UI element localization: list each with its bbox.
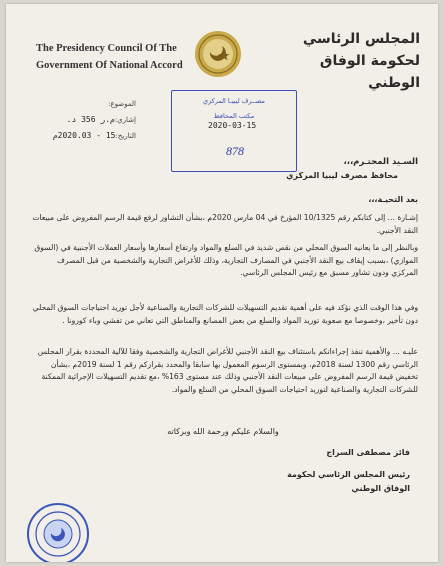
stamp-office: مكتب المحافظ [213, 112, 255, 120]
paragraph-market: وبالنظر إلى ما يعانيه السوق المحلي من نقص شديد في السلع والمواد وارتفاع أسعارها وأسعار العملات الأجنبية في (السوق الموازي) ،بسبب إيقاف بيع النقد الأجنبي في المصارف التجارية، وذلك للأغراض التجارية والشخصية من قبل المصرف المركزي ودون تشاور مسبق مع رئيس المجلس الرئاسي. [34, 243, 418, 278]
stamp-date: 2020-03-15 [208, 121, 257, 130]
paragraph-decision: عليـه ... والأهمية تنفذ إجراءاتكم باستئناف بيع النقد الأجنبي للأغراض التجارية والشخصية وفقا للآلية المحددة بقرار المجلس الرئاسي رقم 1300 لسنة 2018م، وبمستوى الرسوم المعمول بها سابقا والمحدد بقراركم رقم 1 لسنة 2019م ،بشأن تخفيض قيمة الرسم المفروض على مبيعات النقد الأجنبي وذلك عند مستوى 163% ،مع تقديم التسهيلات الإجرائية الممكنة للشركات التجارية والصناعية لتوريد احتياجات السوق المحلي من السلع والمواد. [37, 347, 418, 394]
recipient: محافظ مصرف ليبيا المركزي [286, 171, 398, 180]
subject-label: الموضوع: [108, 100, 136, 108]
date-row [36, 128, 136, 144]
signatory-title-line2: الوفاق الوطني [351, 484, 410, 493]
stamp-number: 878 [226, 144, 244, 158]
reference-block [36, 96, 136, 144]
header-en-line1: The Presidency Council Of The [36, 43, 177, 54]
greeting: بعد التحيـة،،، [368, 195, 418, 204]
paragraph-facilities: وفي هذا الوقت الذي نؤكد فيه على أهمية تقديم التسهيلات للشركات التجارية والصناعية لأجل توريد احتياجات السوق المحلي دون تأخير ،وخصوصا مع صعوبة توريد المواد والسلع من بعض المصانع والمناطق التي تعاني من تفشي وباء كورونا . [32, 303, 418, 325]
header-arabic [290, 28, 420, 94]
closing: والسلام عليكم ورحمة الله وبركاته [167, 427, 279, 436]
signatory-title-line1: رئيس المجلس الرئاسي لحكومة [287, 470, 410, 479]
presidency-emblem-icon [194, 30, 242, 78]
paragraph-reference: إشـارة ... إلى كتابكم رقم 10/1325 المؤرخ في 04 مارس 2020م ،بشأن التشاور لرفع قيمة الرسم المفروض على مبيعات النقد الأجنبي. [32, 213, 418, 235]
subject-row [36, 96, 136, 112]
official-seal-icon [26, 502, 90, 562]
header-english [36, 40, 206, 74]
reference-row [36, 112, 136, 128]
letter-page [6, 4, 438, 562]
stamp-bank-name: مصــرف ليبيـا المركزي [202, 97, 266, 105]
reference-value: م.ر 356 د. [66, 115, 115, 124]
date-label: التاريخ: [115, 132, 136, 140]
signatory-name: فائز مصطفى السراج [326, 448, 410, 457]
header-ar-line2: لحكومة الوفاق الوطني [319, 53, 420, 91]
date-value: 15 - 2020.03م [52, 131, 116, 140]
header-en-line2: Government Of National Accord [36, 60, 183, 71]
header-ar-line1: المجلس الرئاسي [302, 31, 420, 47]
salutation: السـيد المحتـرم،،، [343, 157, 418, 167]
reference-label: إشاري: [114, 116, 136, 124]
